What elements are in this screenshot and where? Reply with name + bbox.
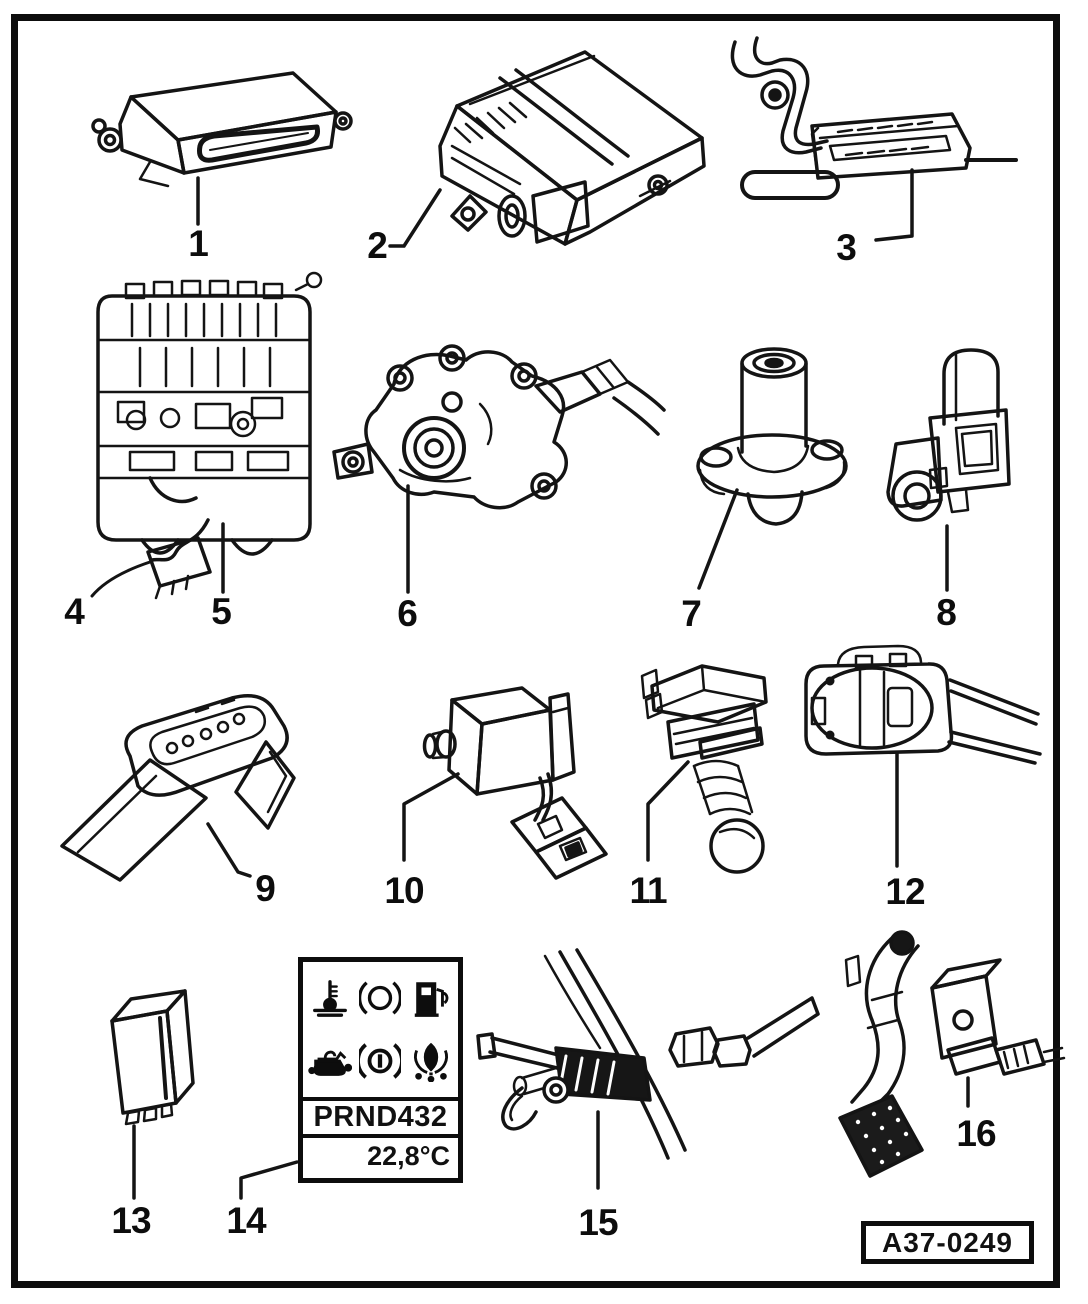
- part-10-illustration: [425, 688, 607, 878]
- brake-pads-icon: [359, 1040, 401, 1082]
- part-8-illustration: [888, 350, 1009, 520]
- part-label-7: 7: [681, 593, 701, 634]
- part-label-8: 8: [936, 592, 956, 633]
- figure-code-box: [861, 1221, 1034, 1264]
- warning-icon-area: [303, 962, 458, 1101]
- part-label-10: 10: [384, 870, 424, 911]
- part-13-illustration: [112, 991, 193, 1124]
- part-label-12: 12: [885, 871, 925, 912]
- part-label-4: 4: [64, 591, 84, 632]
- part-label-13: 13: [111, 1200, 151, 1241]
- part-11-illustration: [642, 666, 766, 872]
- part-label-11: 11: [629, 870, 667, 911]
- part-3-illustration: [732, 38, 1016, 198]
- part-2-illustration: [440, 52, 704, 244]
- brake-system-icon: [359, 977, 401, 1019]
- fuel-level-icon: [410, 977, 452, 1019]
- part-label-6: 6: [397, 593, 417, 634]
- coolant-temperature-icon: [309, 977, 351, 1019]
- indicator-display-panel: [298, 957, 463, 1183]
- part-7-illustration: [698, 349, 846, 524]
- part-label-14: 14: [226, 1200, 266, 1241]
- washer-fluid-icon: [409, 1040, 453, 1082]
- part-16-illustration: [840, 932, 1064, 1176]
- part-label-5: 5: [211, 591, 231, 632]
- part-1-illustration: [93, 73, 351, 186]
- atf-temperature-readout: 22,8°C: [367, 1140, 450, 1171]
- part-label-2: 2: [367, 225, 387, 266]
- part-15-illustration: [478, 950, 818, 1158]
- part-label-1: 1: [188, 223, 208, 264]
- part-12-illustration: [806, 646, 1040, 763]
- gear-indicator: PRND432: [303, 1101, 458, 1138]
- figure-code: A37-0249: [882, 1226, 1013, 1258]
- part-9-illustration: [62, 696, 294, 880]
- oil-pressure-icon: [308, 1041, 352, 1081]
- part-label-15: 15: [578, 1202, 618, 1243]
- part-label-9: 9: [255, 868, 275, 909]
- part-label-16: 16: [956, 1113, 996, 1154]
- part-4-5-illustration: [92, 273, 321, 598]
- part-6-illustration: [334, 346, 664, 508]
- part-label-3: 3: [836, 227, 856, 268]
